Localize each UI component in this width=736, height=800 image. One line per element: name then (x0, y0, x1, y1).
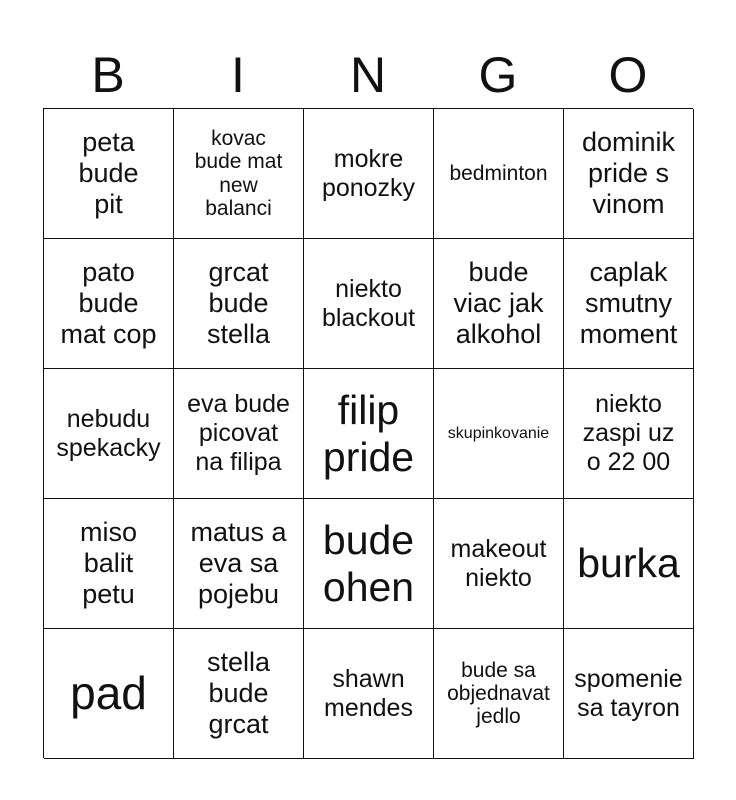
bingo-cell-r1c3[interactable]: mokre ponozky (304, 109, 434, 239)
header-letter-b: B (91, 47, 125, 103)
bingo-cell-r2c3[interactable]: niekto blackout (304, 239, 434, 369)
bingo-board (43, 108, 693, 758)
bingo-header (43, 42, 693, 108)
bingo-cell-r2c5[interactable]: caplak smutny moment (564, 239, 694, 369)
bingo-cell-r5c1[interactable]: pad (44, 629, 174, 759)
bingo-cell-r3c3[interactable]: filip pride (304, 369, 434, 499)
bingo-cell-r4c2[interactable]: matus a eva sa pojebu (174, 499, 304, 629)
bingo-cell-r2c4[interactable]: bude viac jak alkohol (434, 239, 564, 369)
bingo-cell-r3c1[interactable]: nebudu spekacky (44, 369, 174, 499)
bingo-cell-r1c4[interactable]: bedminton (434, 109, 564, 239)
bingo-cell-r2c2[interactable]: grcat bude stella (174, 239, 304, 369)
header-letter-g: G (478, 47, 518, 103)
bingo-cell-r2c1[interactable]: pato bude mat cop (44, 239, 174, 369)
bingo-cell-r4c4[interactable]: makeout niekto (434, 499, 564, 629)
bingo-cell-r4c1[interactable]: miso balit petu (44, 499, 174, 629)
bingo-cell-r5c5[interactable]: spomenie sa tayron (564, 629, 694, 759)
bingo-cell-r4c3[interactable]: bude ohen (304, 499, 434, 629)
header-letter-i: I (231, 47, 245, 103)
header-letter-o: O (608, 47, 648, 103)
bingo-cell-r4c5[interactable]: burka (564, 499, 694, 629)
bingo-cell-r5c2[interactable]: stella bude grcat (174, 629, 304, 759)
bingo-cell-r1c5[interactable]: dominik pride s vinom (564, 109, 694, 239)
bingo-cell-r1c2[interactable]: kovac bude mat new balanci (174, 109, 304, 239)
bingo-cell-r5c4[interactable]: bude sa objednavat jedlo (434, 629, 564, 759)
header-letter-n: N (349, 47, 387, 103)
bingo-cell-r1c1[interactable]: peta bude pit (44, 109, 174, 239)
bingo-cell-r5c3[interactable]: shawn mendes (304, 629, 434, 759)
bingo-cell-r3c4[interactable]: skupinkovanie (434, 369, 564, 499)
bingo-cell-r3c2[interactable]: eva bude picovat na filipa (174, 369, 304, 499)
bingo-cell-r3c5[interactable]: niekto zaspi uz o 22 00 (564, 369, 694, 499)
